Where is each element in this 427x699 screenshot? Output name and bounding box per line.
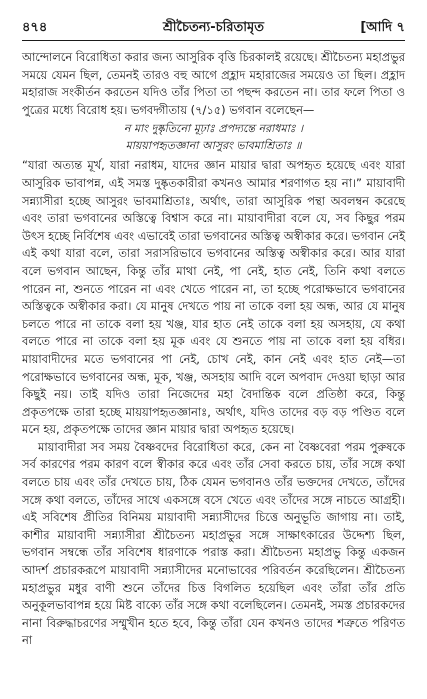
running-title: শ্রীচৈতন্য-চরিতামৃত — [162, 20, 265, 35]
running-header — [22, 18, 405, 38]
header-rule — [22, 40, 405, 41]
verse-line-2: মায়য়াপহৃতজ্ঞানা আসুরং ভাবমাশ্রিতাঃ ॥ — [125, 138, 302, 152]
verse-line-1: ন মাং দুষ্কৃতিনো মূঢ়াঃ প্রপদ্যন্তে নরাধমাঃ । — [123, 122, 304, 136]
paragraph-translation: “যারা অত্যন্ত মূর্খ, যারা নরাধম, যাদের জ্ঞান মায়ার দ্বারা অপহৃত হয়েছে এবং যারা আসুরিক ভাবাপন্ন, এই সমস্ত দুষ্কৃতকারীরা কখনও আমার শরণাগত হয় না।” মায়াবাদী সন্ন্যাসীরা হচ্ছে আসুরং ভাবমাশ্রিতাঃ, অর্থাৎ, তারা আসুরিক পন্থা অবলম্বন করেছে এবং তারা ভগবানের অস্তিত্বে বিশ্বাস করে না। মায়াবাদীরা বলে যে, সব কিছুর পরম উৎস হচ্ছে নির্বিশেষ এবং এভাবেই তারা ভগবানের অস্তিত্ব অস্বীকার করে। ভগবান নেই এই কথা যারা বলে, তারা সরাসরিভাবে ভগবানের অস্তিত্ব অস্বীকার করে। আর যারা বলে ভগবান আছেন, কিন্তু তাঁর মাথা নেই, পা নেই, হাত নেই, তিনি কথা বলতে পারেন না, শুনতে পারেন না এবং খেতে পারেন না, তা হচ্ছে পরোক্ষভাবে ভগবানের অস্তিত্বকে অস্বীকার করা। যে মানুষ দেখতে পায় না তাকে বলা হয় অন্ধ, আর যে মানুষ চলতে পারে না তাকে বলা হয় খঞ্জ, যার হাত নেই তাকে বলা হয় অসহায়, যে কথা বলতে পারে না তাকে বলা হয় মূক এবং যে শুনতে পায় না তাকে বলা হয় বধির। মায়াবাদীদের মতে ভগবানের পা নেই, চোখ নেই, কান নেই এবং হাত নেই—তা পরোক্ষভাবে ভগবানের অন্ধ, মূক, খঞ্জ, অসহায় আদি বলে অপবাদ দেওয়া ছাড়া আর কিছুই নয়। তাই যদিও তারা নিজেদের মহা বৈদান্তিক বলে প্রতিষ্ঠা করে, কিন্তু প্রকৃতপক্ষে তারা হচ্ছে মায়য়াপহৃতজ্ঞানাঃ, অর্থাৎ, যদিও তাদের বড় বড় পণ্ডিত বলে মনে হয়, প্রকৃতপক্ষে তাদের জ্ঞান মায়ার দ্বারা অপহৃত হয়েছে। — [22, 158, 405, 437]
page-number: ৪৭৪ — [22, 20, 48, 35]
intro-paragraph: আন্দোলনে বিরোধিতা করার জন্য আসুরিক বৃত্তি চিরকালই রয়েছে। শ্রীচৈতন্য মহাপ্রভুর সময়ে যেমন ছিল, তেমনই তারও বহু আগে প্রহ্লাদ মহারাজের সময়েও তা ছিল। প্রহ্লাদ মহারাজ সংকীর্তন করতেন যদিও তাঁর পিতা তা পছন্দ করতেন না। তার ফলে পিতা ও পুত্রের মধ্যে বিরোধ হয়। ভগবদ্গীতায় (৭/১৫) ভগবান বলেছেন— — [22, 50, 405, 117]
chapter-marker: [আদি ৭ — [360, 20, 405, 35]
paragraph-mayavadi: মায়াবাদীরা সব সময় বৈষ্ণবদের বিরোধিতা করে, কেন না বৈষ্ণবেরা পরম পুরুষকে সর্ব কারণের পরম কারণ বলে স্বীকার করে এবং তাঁর সেবা করতে চায়, তাঁর সঙ্গে কথা বলতে চায় এবং তাঁর দেখতে চায়, ঠিক যেমন ভগবানও তাঁর ভক্তদের দেখতে, তাঁদের সঙ্গে কথা বলতে, তাঁদের সাথে একসঙ্গে বসে খেতে এবং তাঁদের সঙ্গে নাচতে আগ্রহী। এই সবিশেষ প্রীতির বিনিময় মায়াবাদী সন্ন্যাসীদের চিত্তে অনুভূতি জাগায় না। তাই, কাশীর মায়াবাদী সন্ন্যাসীরা শ্রীচৈতন্য মহাপ্রভুর সঙ্গে সাক্ষাৎকারের উদ্দেশ্য ছিল, ভগবান সম্বন্ধে তাঁর সবিশেষ ধারণাকে পরাস্ত করা। শ্রীচৈতন্য মহাপ্রভু কিন্তু একজন আদর্শ প্রচারকরূপে মায়াবাদী সন্ন্যাসীদের মনোভাবের পরিবর্তন করেছিলেন। শ্রীচৈতন্য মহাপ্রভুর মধুর বাণী শুনে তাঁদের চিত্ত বিগলিত হয়েছিল এবং তাঁরা তাঁর প্রতি অনুকূলভাবাপন্ন হয়ে মিষ্ট বাক্যে তাঁর সঙ্গে কথা বলেছিলেন। তেমনই, সমস্ত প্রচারকদের নানা বিরুদ্ধাচরণের সম্মুখীন হতে হবে, কিন্তু তাঁরা যেন কখনও তাদের শত্রুতে পরিণত না — [22, 439, 405, 648]
gita-verse — [22, 121, 405, 154]
